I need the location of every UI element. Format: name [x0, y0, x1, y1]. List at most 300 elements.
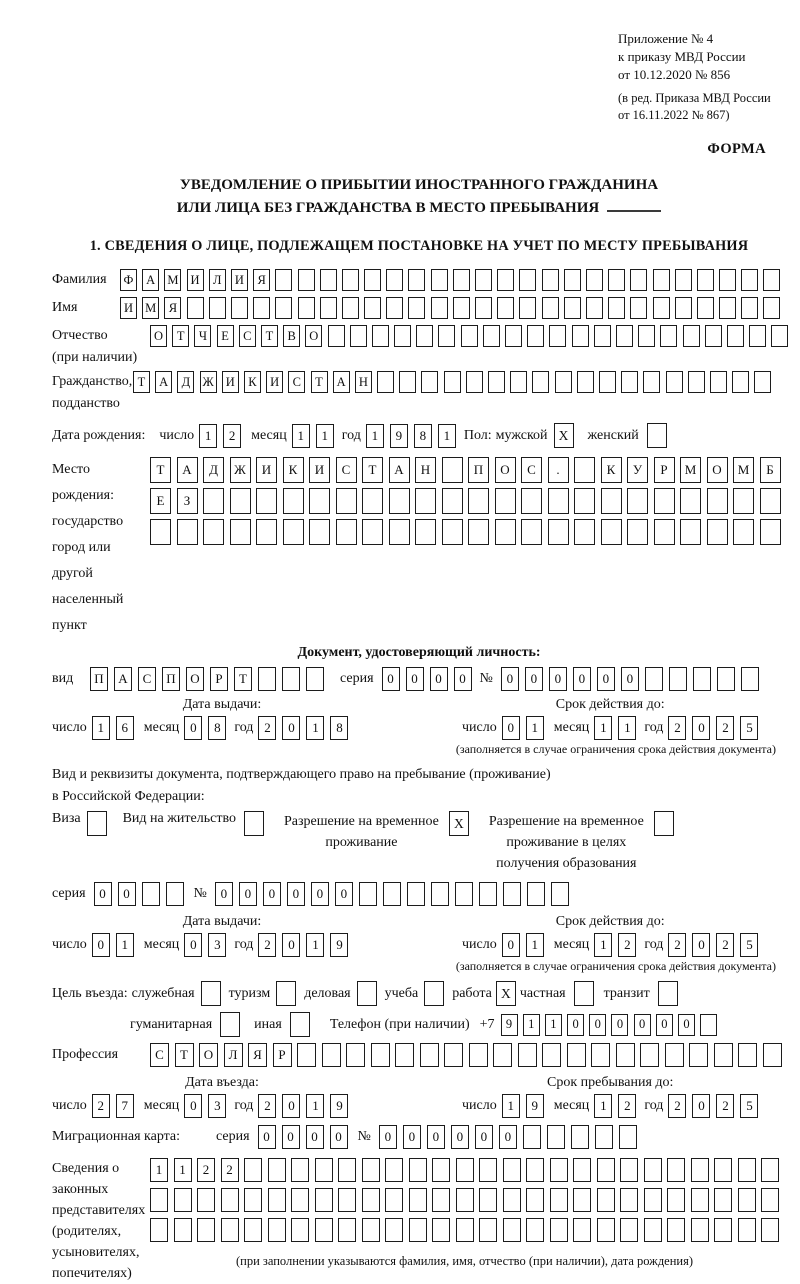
- form-cell[interactable]: [738, 1043, 757, 1067]
- form-cell[interactable]: [488, 371, 505, 393]
- form-cell[interactable]: [415, 488, 436, 514]
- form-cell[interactable]: А: [177, 457, 198, 483]
- form-cell[interactable]: [542, 297, 559, 319]
- form-cell[interactable]: 0: [287, 882, 305, 906]
- form-cell[interactable]: [483, 325, 500, 347]
- form-cell[interactable]: [714, 1158, 732, 1182]
- form-cell[interactable]: [362, 1158, 380, 1182]
- form-cell[interactable]: [555, 371, 572, 393]
- form-cell[interactable]: 0: [184, 716, 202, 740]
- form-cell[interactable]: [346, 1043, 365, 1067]
- form-cell[interactable]: [385, 1158, 403, 1182]
- form-cell[interactable]: 0: [502, 933, 520, 957]
- form-cell[interactable]: 0: [475, 1125, 493, 1149]
- form-cell[interactable]: [550, 1158, 568, 1182]
- form-cell[interactable]: [416, 325, 433, 347]
- form-cell[interactable]: [542, 269, 559, 291]
- form-cell[interactable]: Ч: [194, 325, 211, 347]
- form-cell[interactable]: [174, 1218, 192, 1242]
- form-cell[interactable]: [461, 325, 478, 347]
- form-cell[interactable]: [564, 297, 581, 319]
- form-cell[interactable]: Я: [248, 1043, 267, 1067]
- form-cell[interactable]: С: [521, 457, 542, 483]
- form-cell[interactable]: [630, 269, 647, 291]
- form-cell[interactable]: [608, 297, 625, 319]
- form-cell[interactable]: [283, 519, 304, 545]
- sex-female-checkbox[interactable]: [647, 423, 667, 448]
- form-cell[interactable]: 1: [306, 1094, 324, 1118]
- form-cell[interactable]: [328, 325, 345, 347]
- form-cell[interactable]: [601, 488, 622, 514]
- form-cell[interactable]: [763, 1043, 782, 1067]
- form-cell[interactable]: [586, 297, 603, 319]
- form-cell[interactable]: 0: [501, 667, 519, 691]
- form-cell[interactable]: [421, 371, 438, 393]
- form-cell[interactable]: [258, 667, 276, 691]
- form-cell[interactable]: [640, 1043, 659, 1067]
- form-cell[interactable]: [407, 882, 425, 906]
- form-cell[interactable]: Я: [164, 297, 181, 319]
- form-cell[interactable]: [621, 371, 638, 393]
- form-cell[interactable]: [479, 882, 497, 906]
- form-cell[interactable]: [675, 297, 692, 319]
- purpose-tourism-checkbox[interactable]: [276, 981, 296, 1006]
- form-cell[interactable]: Т: [311, 371, 328, 393]
- form-cell[interactable]: [442, 457, 463, 483]
- form-cell[interactable]: [653, 297, 670, 319]
- form-cell[interactable]: [166, 882, 184, 906]
- form-cell[interactable]: [456, 1188, 474, 1212]
- form-cell[interactable]: [174, 1188, 192, 1212]
- form-cell[interactable]: [268, 1188, 286, 1212]
- form-cell[interactable]: 0: [692, 716, 710, 740]
- form-cell[interactable]: [526, 1188, 544, 1212]
- form-cell[interactable]: [763, 297, 780, 319]
- form-cell[interactable]: [479, 1218, 497, 1242]
- form-cell[interactable]: [601, 519, 622, 545]
- form-cell[interactable]: [372, 325, 389, 347]
- form-cell[interactable]: [342, 297, 359, 319]
- form-cell[interactable]: [187, 297, 204, 319]
- form-cell[interactable]: Р: [210, 667, 228, 691]
- edu-permit-checkbox[interactable]: [654, 811, 674, 836]
- form-cell[interactable]: [197, 1188, 215, 1212]
- form-cell[interactable]: [150, 1188, 168, 1212]
- form-cell[interactable]: [597, 1218, 615, 1242]
- form-cell[interactable]: [150, 1218, 168, 1242]
- form-cell[interactable]: [591, 1043, 610, 1067]
- form-cell[interactable]: 0: [567, 1014, 584, 1036]
- sex-male-checkbox[interactable]: X: [554, 423, 574, 448]
- form-cell[interactable]: [479, 1158, 497, 1182]
- form-cell[interactable]: 1: [366, 424, 384, 448]
- form-cell[interactable]: [680, 519, 701, 545]
- form-cell[interactable]: М: [164, 269, 181, 291]
- form-cell[interactable]: К: [601, 457, 622, 483]
- form-cell[interactable]: [268, 1158, 286, 1182]
- purpose-business-checkbox[interactable]: [357, 981, 377, 1006]
- form-cell[interactable]: 1: [594, 933, 612, 957]
- form-cell[interactable]: [469, 1043, 488, 1067]
- form-cell[interactable]: [627, 488, 648, 514]
- form-cell[interactable]: [495, 488, 516, 514]
- form-cell[interactable]: Ф: [120, 269, 137, 291]
- form-cell[interactable]: [468, 519, 489, 545]
- form-cell[interactable]: Т: [362, 457, 383, 483]
- place-number-blank[interactable]: [607, 206, 661, 212]
- form-cell[interactable]: Н: [355, 371, 372, 393]
- form-cell[interactable]: [291, 1218, 309, 1242]
- form-cell[interactable]: [389, 519, 410, 545]
- form-cell[interactable]: 0: [263, 882, 281, 906]
- form-cell[interactable]: [620, 1158, 638, 1182]
- form-cell[interactable]: Я: [253, 269, 270, 291]
- form-cell[interactable]: [572, 325, 589, 347]
- form-cell[interactable]: [691, 1188, 709, 1212]
- form-cell[interactable]: [431, 269, 448, 291]
- form-cell[interactable]: [209, 297, 226, 319]
- form-cell[interactable]: [749, 325, 766, 347]
- form-cell[interactable]: [432, 1158, 450, 1182]
- form-cell[interactable]: 0: [406, 667, 424, 691]
- form-cell[interactable]: 1: [92, 716, 110, 740]
- form-cell[interactable]: [619, 1125, 637, 1149]
- form-cell[interactable]: 2: [716, 933, 734, 957]
- form-cell[interactable]: 2: [258, 716, 276, 740]
- form-cell[interactable]: [573, 1218, 591, 1242]
- form-cell[interactable]: 0: [215, 882, 233, 906]
- form-cell[interactable]: [283, 488, 304, 514]
- form-cell[interactable]: А: [333, 371, 350, 393]
- form-cell[interactable]: 1: [199, 424, 217, 448]
- form-cell[interactable]: 1: [174, 1158, 192, 1182]
- form-cell[interactable]: [230, 519, 251, 545]
- form-cell[interactable]: [519, 269, 536, 291]
- form-cell[interactable]: Т: [261, 325, 278, 347]
- form-cell[interactable]: П: [162, 667, 180, 691]
- form-cell[interactable]: 9: [330, 933, 348, 957]
- form-cell[interactable]: [654, 488, 675, 514]
- form-cell[interactable]: [408, 297, 425, 319]
- form-cell[interactable]: [338, 1158, 356, 1182]
- form-cell[interactable]: [732, 371, 749, 393]
- form-cell[interactable]: [761, 1158, 779, 1182]
- form-cell[interactable]: 2: [716, 716, 734, 740]
- form-cell[interactable]: [221, 1188, 239, 1212]
- visa-checkbox[interactable]: [87, 811, 107, 836]
- form-cell[interactable]: [362, 1218, 380, 1242]
- form-cell[interactable]: 0: [597, 667, 615, 691]
- form-cell[interactable]: [432, 1218, 450, 1242]
- form-cell[interactable]: [564, 269, 581, 291]
- form-cell[interactable]: [574, 488, 595, 514]
- form-cell[interactable]: [532, 371, 549, 393]
- form-cell[interactable]: [741, 269, 758, 291]
- form-cell[interactable]: 2: [618, 1094, 636, 1118]
- form-cell[interactable]: Т: [234, 667, 252, 691]
- form-cell[interactable]: [420, 1043, 439, 1067]
- form-cell[interactable]: Д: [203, 457, 224, 483]
- form-cell[interactable]: Д: [177, 371, 194, 393]
- form-cell[interactable]: [719, 297, 736, 319]
- form-cell[interactable]: [359, 882, 377, 906]
- form-cell[interactable]: [666, 371, 683, 393]
- form-cell[interactable]: К: [283, 457, 304, 483]
- form-cell[interactable]: И: [231, 269, 248, 291]
- form-cell[interactable]: [644, 1158, 662, 1182]
- form-cell[interactable]: [386, 297, 403, 319]
- form-cell[interactable]: 2: [668, 716, 686, 740]
- form-cell[interactable]: [526, 1158, 544, 1182]
- form-cell[interactable]: 5: [740, 933, 758, 957]
- form-cell[interactable]: 2: [668, 933, 686, 957]
- form-cell[interactable]: [383, 882, 401, 906]
- form-cell[interactable]: Ж: [230, 457, 251, 483]
- form-cell[interactable]: 6: [116, 716, 134, 740]
- form-cell[interactable]: 0: [94, 882, 112, 906]
- form-cell[interactable]: 1: [526, 716, 544, 740]
- form-cell[interactable]: [432, 1188, 450, 1212]
- form-cell[interactable]: [714, 1043, 733, 1067]
- form-cell[interactable]: М: [733, 457, 754, 483]
- form-cell[interactable]: 9: [390, 424, 408, 448]
- form-cell[interactable]: [518, 1043, 537, 1067]
- form-cell[interactable]: П: [90, 667, 108, 691]
- form-cell[interactable]: [455, 882, 473, 906]
- form-cell[interactable]: 5: [740, 716, 758, 740]
- form-cell[interactable]: [409, 1188, 427, 1212]
- form-cell[interactable]: [320, 269, 337, 291]
- form-cell[interactable]: 8: [414, 424, 432, 448]
- form-cell[interactable]: Т: [133, 371, 150, 393]
- form-cell[interactable]: [669, 667, 687, 691]
- form-cell[interactable]: 1: [594, 1094, 612, 1118]
- form-cell[interactable]: [595, 1125, 613, 1149]
- form-cell[interactable]: [399, 371, 416, 393]
- form-cell[interactable]: 9: [501, 1014, 518, 1036]
- form-cell[interactable]: [616, 325, 633, 347]
- form-cell[interactable]: [315, 1218, 333, 1242]
- form-cell[interactable]: С: [336, 457, 357, 483]
- form-cell[interactable]: 0: [184, 1094, 202, 1118]
- form-cell[interactable]: [306, 667, 324, 691]
- form-cell[interactable]: [660, 325, 677, 347]
- form-cell[interactable]: А: [142, 269, 159, 291]
- form-cell[interactable]: [521, 519, 542, 545]
- form-cell[interactable]: 0: [282, 933, 300, 957]
- form-cell[interactable]: [503, 1158, 521, 1182]
- form-cell[interactable]: М: [142, 297, 159, 319]
- form-cell[interactable]: [551, 882, 569, 906]
- form-cell[interactable]: [550, 1188, 568, 1212]
- form-cell[interactable]: [688, 371, 705, 393]
- form-cell[interactable]: [697, 269, 714, 291]
- form-cell[interactable]: [616, 1043, 635, 1067]
- form-cell[interactable]: Р: [654, 457, 675, 483]
- form-cell[interactable]: [667, 1188, 685, 1212]
- purpose-official-checkbox[interactable]: [201, 981, 221, 1006]
- form-cell[interactable]: А: [114, 667, 132, 691]
- form-cell[interactable]: [548, 488, 569, 514]
- form-cell[interactable]: [521, 488, 542, 514]
- form-cell[interactable]: П: [468, 457, 489, 483]
- form-cell[interactable]: [675, 269, 692, 291]
- form-cell[interactable]: [550, 1218, 568, 1242]
- form-cell[interactable]: Н: [415, 457, 436, 483]
- form-cell[interactable]: З: [177, 488, 198, 514]
- form-cell[interactable]: [456, 1158, 474, 1182]
- form-cell[interactable]: [594, 325, 611, 347]
- form-cell[interactable]: 0: [403, 1125, 421, 1149]
- form-cell[interactable]: 0: [311, 882, 329, 906]
- form-cell[interactable]: [203, 488, 224, 514]
- form-cell[interactable]: [298, 297, 315, 319]
- form-cell[interactable]: [707, 519, 728, 545]
- form-cell[interactable]: Л: [224, 1043, 243, 1067]
- form-cell[interactable]: [574, 519, 595, 545]
- form-cell[interactable]: И: [266, 371, 283, 393]
- form-cell[interactable]: [150, 519, 171, 545]
- form-cell[interactable]: [643, 371, 660, 393]
- form-cell[interactable]: [733, 519, 754, 545]
- form-cell[interactable]: 0: [239, 882, 257, 906]
- form-cell[interactable]: 0: [502, 716, 520, 740]
- form-cell[interactable]: [754, 371, 771, 393]
- form-cell[interactable]: [705, 325, 722, 347]
- form-cell[interactable]: [761, 1218, 779, 1242]
- form-cell[interactable]: О: [199, 1043, 218, 1067]
- form-cell[interactable]: [415, 519, 436, 545]
- form-cell[interactable]: [389, 488, 410, 514]
- form-cell[interactable]: 2: [92, 1094, 110, 1118]
- purpose-transit-checkbox[interactable]: [658, 981, 678, 1006]
- form-cell[interactable]: [315, 1158, 333, 1182]
- residence-permit-checkbox[interactable]: [244, 811, 264, 836]
- form-cell[interactable]: И: [120, 297, 137, 319]
- form-cell[interactable]: [503, 882, 521, 906]
- form-cell[interactable]: 0: [573, 667, 591, 691]
- form-cell[interactable]: [519, 297, 536, 319]
- form-cell[interactable]: [620, 1188, 638, 1212]
- form-cell[interactable]: [597, 1188, 615, 1212]
- form-cell[interactable]: [142, 882, 160, 906]
- form-cell[interactable]: С: [138, 667, 156, 691]
- form-cell[interactable]: [497, 269, 514, 291]
- form-cell[interactable]: К: [244, 371, 261, 393]
- form-cell[interactable]: [338, 1188, 356, 1212]
- form-cell[interactable]: [667, 1218, 685, 1242]
- form-cell[interactable]: [203, 519, 224, 545]
- form-cell[interactable]: [567, 1043, 586, 1067]
- form-cell[interactable]: 0: [451, 1125, 469, 1149]
- form-cell[interactable]: [336, 488, 357, 514]
- form-cell[interactable]: [710, 371, 727, 393]
- form-cell[interactable]: [505, 325, 522, 347]
- form-cell[interactable]: 0: [656, 1014, 673, 1036]
- form-cell[interactable]: Б: [760, 457, 781, 483]
- form-cell[interactable]: [697, 297, 714, 319]
- form-cell[interactable]: 9: [526, 1094, 544, 1118]
- form-cell[interactable]: [221, 1218, 239, 1242]
- form-cell[interactable]: А: [155, 371, 172, 393]
- temp-permit-checkbox[interactable]: X: [449, 811, 469, 836]
- form-cell[interactable]: [386, 269, 403, 291]
- form-cell[interactable]: [760, 519, 781, 545]
- form-cell[interactable]: С: [288, 371, 305, 393]
- form-cell[interactable]: [362, 488, 383, 514]
- form-cell[interactable]: И: [256, 457, 277, 483]
- form-cell[interactable]: [291, 1158, 309, 1182]
- form-cell[interactable]: 0: [330, 1125, 348, 1149]
- form-cell[interactable]: 0: [379, 1125, 397, 1149]
- form-cell[interactable]: [244, 1158, 262, 1182]
- form-cell[interactable]: 1: [292, 424, 310, 448]
- form-cell[interactable]: [638, 325, 655, 347]
- form-cell[interactable]: [527, 882, 545, 906]
- form-cell[interactable]: 8: [208, 716, 226, 740]
- form-cell[interactable]: 0: [499, 1125, 517, 1149]
- form-cell[interactable]: 0: [184, 933, 202, 957]
- form-cell[interactable]: [350, 325, 367, 347]
- form-cell[interactable]: [586, 269, 603, 291]
- form-cell[interactable]: [409, 1158, 427, 1182]
- form-cell[interactable]: 1: [306, 933, 324, 957]
- form-cell[interactable]: 1: [438, 424, 456, 448]
- form-cell[interactable]: О: [495, 457, 516, 483]
- form-cell[interactable]: 0: [611, 1014, 628, 1036]
- form-cell[interactable]: [456, 1218, 474, 1242]
- form-cell[interactable]: 0: [525, 667, 543, 691]
- form-cell[interactable]: [653, 269, 670, 291]
- purpose-humanitarian-checkbox[interactable]: [220, 1012, 240, 1037]
- form-cell[interactable]: [573, 1158, 591, 1182]
- form-cell[interactable]: [645, 667, 663, 691]
- form-cell[interactable]: [599, 371, 616, 393]
- form-cell[interactable]: [275, 297, 292, 319]
- form-cell[interactable]: Р: [273, 1043, 292, 1067]
- form-cell[interactable]: [763, 269, 780, 291]
- form-cell[interactable]: [253, 297, 270, 319]
- form-cell[interactable]: [338, 1218, 356, 1242]
- form-cell[interactable]: [342, 269, 359, 291]
- form-cell[interactable]: [291, 1188, 309, 1212]
- form-cell[interactable]: 0: [258, 1125, 276, 1149]
- form-cell[interactable]: [527, 325, 544, 347]
- form-cell[interactable]: И: [187, 269, 204, 291]
- form-cell[interactable]: [444, 371, 461, 393]
- form-cell[interactable]: Т: [175, 1043, 194, 1067]
- form-cell[interactable]: [177, 519, 198, 545]
- form-cell[interactable]: Л: [209, 269, 226, 291]
- form-cell[interactable]: 0: [382, 667, 400, 691]
- form-cell[interactable]: 8: [330, 716, 348, 740]
- form-cell[interactable]: 2: [716, 1094, 734, 1118]
- form-cell[interactable]: [442, 519, 463, 545]
- form-cell[interactable]: [231, 297, 248, 319]
- form-cell[interactable]: [691, 1218, 709, 1242]
- form-cell[interactable]: С: [150, 1043, 169, 1067]
- form-cell[interactable]: [315, 1188, 333, 1212]
- form-cell[interactable]: [503, 1218, 521, 1242]
- form-cell[interactable]: [444, 1043, 463, 1067]
- form-cell[interactable]: 0: [282, 1125, 300, 1149]
- form-cell[interactable]: 1: [502, 1094, 520, 1118]
- form-cell[interactable]: 0: [549, 667, 567, 691]
- form-cell[interactable]: [230, 488, 251, 514]
- form-cell[interactable]: О: [186, 667, 204, 691]
- form-cell[interactable]: [510, 371, 527, 393]
- form-cell[interactable]: О: [305, 325, 322, 347]
